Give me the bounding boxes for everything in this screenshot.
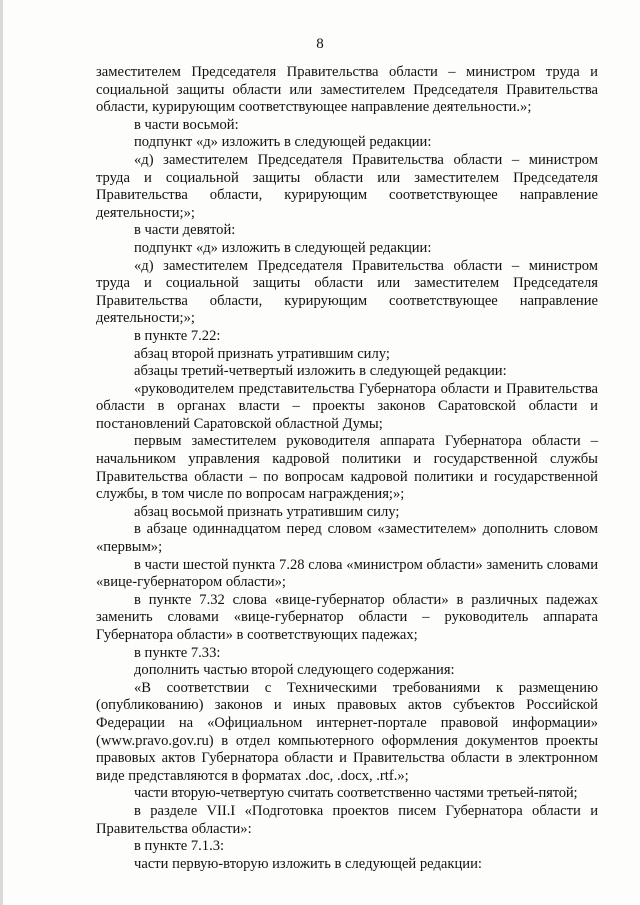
paragraph: в части девятой: (134, 222, 236, 239)
paragraph: «В соответствии с Техническими требованиями к размещению (опубликованию) законов и иных правовых актов субъектов Российской Федерации на «Официальном интернет-портале правовой информации» (www.pravo.gov.ru) в отдел компьютерного оформления документов проекты правовых актов Губернатора области и Правительства области в электронном виде представляются в форматах .doc, .docx, .rtf.»; (96, 679, 598, 784)
paragraph: «д) заместителем Председателя Правительства области – министром труда и социальной защиты области или заместителем Председателя Правительства области, курирующим соответствующее направление деятельности;»; (96, 151, 598, 221)
page-number: 8 (316, 36, 324, 52)
paragraph: в пункте 7.32 слова «вице-губернатор области» в различных падежах заменить словами «вице-губернатор области – руководитель аппарата Губернатора области» в соответствующих падежах; (96, 591, 598, 643)
paragraph: «д) заместителем Председателя Правительства области – министром труда и социальной защиты области или заместителем Председателя Правительства области, курирующим соответствующее направление деятельности;»; (96, 257, 598, 327)
paragraph: подпункт «д» изложить в следующей редакции: (134, 239, 432, 256)
paragraph: первым заместителем руководителя аппарата Губернатора области – начальником управления кадровой политики и государственной службы Правительства области – по вопросам кадровой политики и государственной службы, в том числе по вопросам награждения;»; (96, 433, 598, 503)
paragraph: заместителем Председателя Правительства области – министром труда и социальной защиты области или заместителем Председателя Правительства области, курирующим соответствующее направление деятельности.»; (96, 64, 598, 116)
paragraph: в разделе VII.I «Подготовка проектов писем Губернатора области и Правительства области»: (96, 802, 598, 837)
paragraph: дополнить частью второй следующего содержания: (134, 662, 455, 679)
paragraph: «руководителем представительства Губернатора области и Правительства области в органах власти – проекты законов Саратовской области и постановлений Саратовской областной Думы; (96, 380, 598, 432)
paragraph: в пункте 7.22: (134, 327, 221, 344)
paragraph: абзац восьмой признать утратившим силу; (134, 503, 400, 520)
paragraph: части вторую-четвертую считать соответственно частями третьей-пятой; (134, 785, 578, 802)
paragraph: абзацы третий-четвертый изложить в следующей редакции: (134, 363, 507, 380)
paragraph: в абзаце одиннадцатом перед словом «заместителем» дополнить словом «первым»; (96, 521, 598, 556)
paragraph: в пункте 7.33: (134, 644, 221, 661)
document-body (96, 64, 598, 873)
paragraph: в части восьмой: (134, 116, 239, 133)
paragraph: части первую-вторую изложить в следующей редакции: (134, 855, 482, 872)
paragraph: в части шестой пункта 7.28 слова «министром области» заменить словами «вице-губернатором области»; (96, 556, 598, 591)
scan-edge (0, 0, 3, 905)
paragraph: подпункт «д» изложить в следующей редакции: (134, 134, 432, 151)
paragraph: в пункте 7.1.3: (134, 838, 225, 855)
paragraph: абзац второй признать утратившим силу; (134, 345, 390, 362)
